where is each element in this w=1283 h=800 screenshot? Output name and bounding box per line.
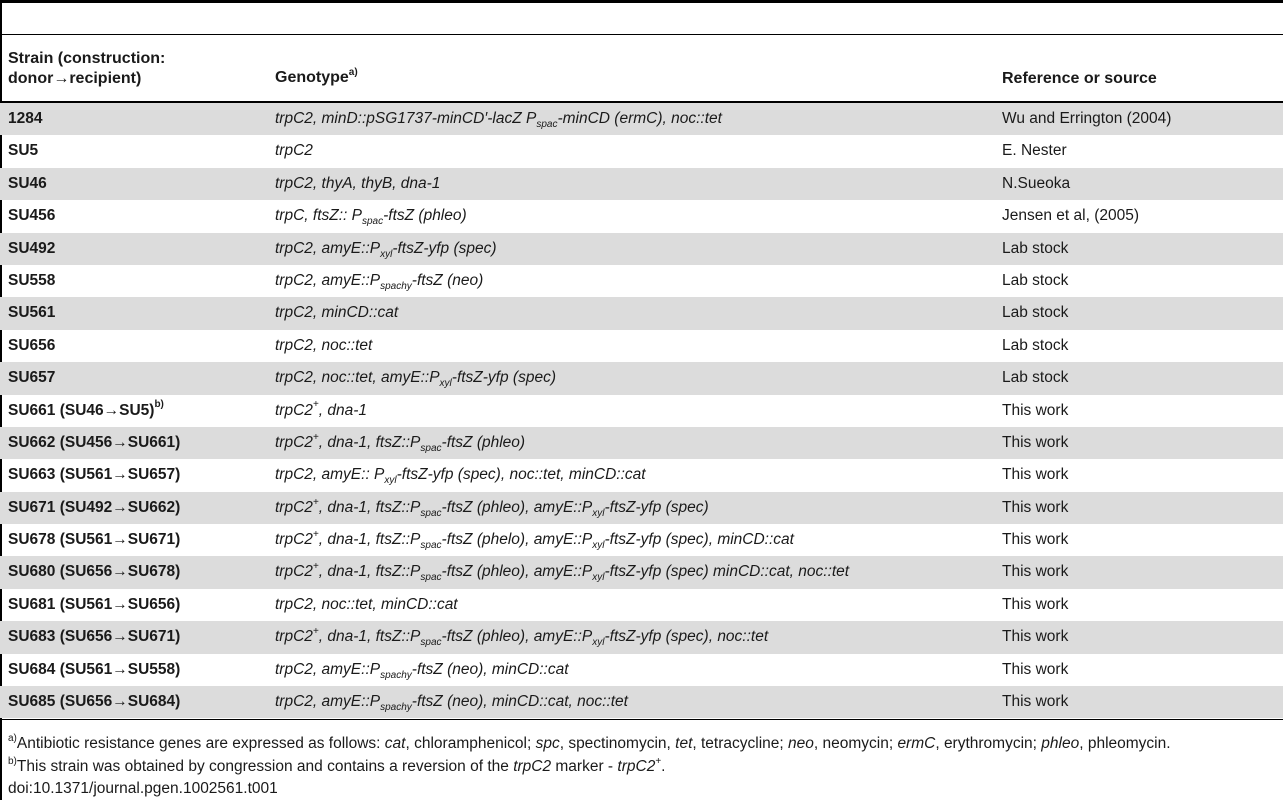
- header-strain: [8, 49, 165, 89]
- cell-strain: SU456: [8, 207, 56, 225]
- cell-strain: SU678 (SU561→SU671): [8, 531, 181, 549]
- table-row: [0, 686, 1283, 718]
- table-row: [0, 654, 1283, 686]
- cell-strain: 1284: [8, 110, 43, 127]
- cell-genotype: trpC2, thyA, thyB, dna-1: [275, 174, 441, 192]
- header-strain-line2: donor→recipient): [8, 70, 142, 87]
- cell-strain: SU558: [8, 271, 56, 289]
- cell-reference: Lab stock: [1002, 239, 1069, 257]
- cell-reference: Jensen et al, (2005): [1002, 207, 1140, 225]
- cell-reference: This work: [1002, 628, 1069, 646]
- table-row: [0, 233, 1283, 265]
- table-row: [0, 200, 1283, 232]
- header-strain-line1: Strain (construction:: [8, 50, 166, 67]
- cell-genotype: trpC2, amyE:: $P_{xyl}-ftsZ$-yfp (spec), noc::tet, minCD::cat: [275, 466, 646, 487]
- cell-strain: SU661 $(SU46\to SU5)^{b)}$: [8, 399, 164, 419]
- cell-strain: SU680 (SU656→SU678): [8, 563, 181, 581]
- cell-genotype: trpC2+, dna-1, $ftsZ::P_{spac}$-ftsZ (phleo), $amyE::P_{xyl}-ftsZ$-yfp (spec), noc::tet: [275, 626, 769, 649]
- table-row: [0, 492, 1283, 524]
- cell-reference: This work: [1002, 563, 1069, 581]
- header-genotype-footnote-mark: a): [348, 66, 358, 78]
- cell-reference: This work: [1002, 401, 1069, 419]
- cell-genotype: trpC2, minD::pSG1737-minCD′-lacZ $P_{spac}$-minCD (ermC), noc::tet: [275, 110, 722, 131]
- table-row: [0, 427, 1283, 459]
- footnote-a: $^{a)}$Antibiotic resistance genes are expressed as follows: cat, chloramphenicol; spc, spectinomycin, tet, tetracycline; neo, neomycin; ermC, erythromycin; phleo, phleomycin.: [8, 732, 1171, 752]
- cell-strain: SU683 (SU656→SU671): [8, 628, 181, 646]
- table-row: [0, 459, 1283, 491]
- table-row: [0, 168, 1283, 200]
- cell-genotype: trpC2+, dna-1, $ftsZ::P_{spac}$-ftsZ (phelo), $amyE::P_{xyl}-ftsZ$-yfp (spec), minCD::cat: [275, 528, 794, 552]
- table-row: [0, 265, 1283, 297]
- cell-genotype: trpC2: [275, 142, 313, 160]
- header-genotype: [275, 68, 358, 88]
- cell-genotype: trpC2, minCD::cat: [275, 304, 399, 322]
- cell-reference: This work: [1002, 660, 1069, 678]
- cell-strain: SU656: [8, 336, 56, 354]
- cell-strain: SU685 (SU656→SU684): [8, 693, 181, 711]
- table-row: [0, 556, 1283, 588]
- cell-genotype: trpC2+, dna-1, $ftsZ::P_{spac}$-ftsZ (phleo), $amyE::P_{xyl}-ftsZ$-yfp (spec) minCD::cat, noc::tet: [275, 561, 850, 584]
- cell-strain: SU663 (SU561→SU657): [8, 466, 181, 484]
- cell-reference: N.Sueoka: [1002, 174, 1071, 192]
- cell-reference: E. Nester: [1002, 142, 1067, 160]
- table-row: [0, 135, 1283, 167]
- cell-reference: Lab stock: [1002, 304, 1069, 322]
- table-body: [0, 103, 1283, 718]
- cell-genotype: trpC2, noc::tet: [275, 336, 373, 354]
- table-row: [0, 524, 1283, 556]
- table-row: [0, 330, 1283, 362]
- cell-strain: SU671 (SU492→SU662): [8, 498, 181, 516]
- cell-genotype: trpC2, $amyE::P_{spachy}$-ftsZ (neo), minCD::cat, noc::tet: [275, 693, 628, 714]
- cell-reference: This work: [1002, 498, 1069, 516]
- doi-line: doi:10.1371/journal.pgen.1002561.t001: [8, 780, 278, 797]
- cell-reference: Wu and Errington (2004): [1002, 110, 1172, 127]
- cell-strain: SU662 (SU456→SU661): [8, 433, 181, 451]
- cell-reference: This work: [1002, 531, 1069, 549]
- cell-genotype: trpC2, $amyE::P_{spachy}$-ftsZ (neo), minCD::cat: [275, 660, 569, 681]
- cell-genotype: trpC2+, dna-1, $ftsZ::P_{spac}$-ftsZ (phleo): [275, 431, 526, 454]
- cell-reference: Lab stock: [1002, 369, 1069, 387]
- table-header: [0, 35, 1283, 102]
- footnote-b: $^{b)}$This strain was obtained by congression and contains a reversion of the trpC2 marker - trpC2+.: [8, 755, 666, 775]
- cell-genotype: trpC2, noc::tet, $amyE::P_{xyl}-ftsZ$-yfp (spec): [275, 369, 556, 390]
- cell-strain: SU46: [8, 174, 47, 192]
- cell-genotype: trpC, ftsZ:: $P_{spac}$-ftsZ (phleo): [275, 207, 467, 228]
- cell-strain: SU681 (SU561→SU656): [8, 595, 181, 613]
- cell-strain: SU561: [8, 304, 56, 322]
- table-row: [0, 103, 1283, 135]
- cell-strain: SU5: [8, 142, 39, 160]
- table-row: [0, 297, 1283, 329]
- cell-strain: SU684 (SU561→SU558): [8, 660, 181, 678]
- cell-reference: This work: [1002, 433, 1069, 451]
- table-row: [0, 589, 1283, 621]
- cell-reference: This work: [1002, 693, 1069, 711]
- table-row: [0, 621, 1283, 653]
- cell-reference: Lab stock: [1002, 336, 1069, 354]
- cell-strain: SU492: [8, 239, 56, 257]
- table-row: [0, 362, 1283, 394]
- cell-genotype: trpC2, $amyE::P_{spachy}$-ftsZ (neo): [275, 271, 484, 293]
- cell-reference: Lab stock: [1002, 271, 1069, 289]
- header-reference: Reference or source: [1002, 70, 1157, 87]
- cell-genotype: trpC2+, dna-1, $ftsZ::P_{spac}$-ftsZ (phleo), $amyE::P_{xyl}-ftsZ$-yfp (spec): [275, 496, 709, 519]
- cell-genotype: trpC2+, dna-1: [275, 399, 368, 419]
- cell-genotype: trpC2, $amyE::P_{xyl}-ftsZ$-yfp (spec): [275, 239, 497, 260]
- top-rule: [0, 0, 1283, 3]
- table-row: [0, 395, 1283, 427]
- bottom-rule: [0, 719, 1283, 720]
- header-genotype-label: Genotype: [275, 69, 349, 86]
- cell-reference: This work: [1002, 466, 1069, 484]
- cell-strain: SU657: [8, 369, 56, 387]
- cell-reference: This work: [1002, 595, 1069, 613]
- strain-footnote-mark: b): [154, 399, 164, 411]
- cell-genotype: trpC2, noc::tet, minCD::cat: [275, 595, 458, 613]
